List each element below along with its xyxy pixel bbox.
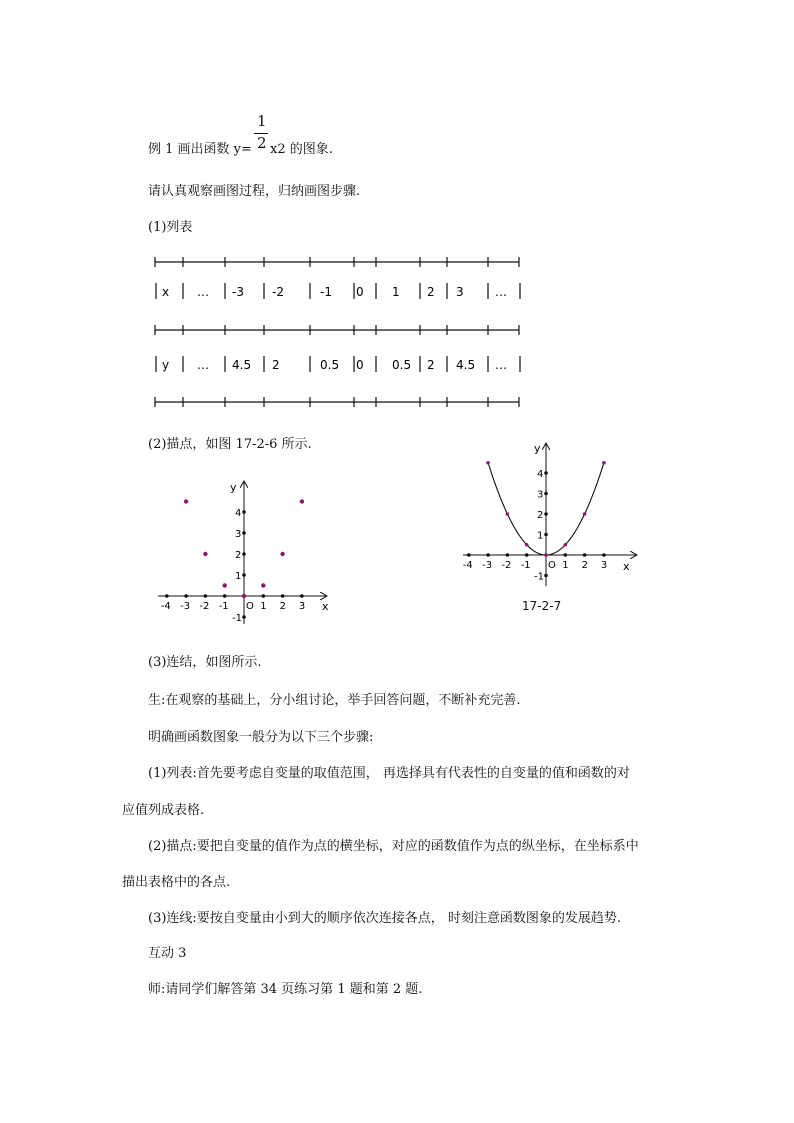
table-cell: -2 — [272, 285, 284, 299]
x-tick-label: -2 — [501, 560, 512, 571]
table-cell: -1 — [320, 285, 332, 299]
x-tick-mark — [506, 553, 510, 557]
table-cell: 0 — [356, 285, 364, 299]
x-tick-label: -3 — [180, 601, 191, 612]
table-cell: … — [495, 285, 507, 299]
y-axis-label: y — [534, 442, 541, 455]
student-text: 生:在观察的基础上，分小组讨论，举手回答问题，不断补充完善. — [148, 693, 521, 708]
y-tick-mark — [242, 573, 246, 577]
x-tick-mark — [525, 553, 529, 557]
x-axis-label: x — [623, 560, 630, 573]
y-tick-mark — [544, 533, 548, 537]
y-tick-mark — [544, 471, 548, 475]
data-point — [583, 512, 587, 516]
y-tick-label: 1 — [537, 530, 544, 542]
step2-title: (2)描点，如图 17-2-6 所示. — [148, 437, 312, 452]
x-tick-label: 3 — [298, 601, 306, 612]
paragraph-1a: (1)列表:首先要考虑自变量的取值范围， 再选择具有代表性的自变量的值和函数的对 — [148, 766, 630, 781]
paragraph-2b: 描出表格中的各点. — [122, 875, 231, 890]
data-point — [544, 553, 548, 557]
x-tick-label: -4 — [160, 601, 171, 612]
table-cell: 0.5 — [320, 358, 340, 372]
x-tick-mark — [204, 594, 208, 598]
y-tick-label: 2 — [235, 550, 242, 561]
paragraph-1b: 应值列成表格. — [122, 803, 205, 818]
x-tick-mark — [262, 594, 266, 598]
x-tick-label: 1 — [562, 560, 569, 571]
table-cell: -3 — [232, 285, 244, 299]
table-cell: 2 — [427, 358, 435, 372]
y-axis-label: y — [230, 481, 237, 494]
y-tick-mark — [242, 552, 246, 556]
y-tick-label: -1 — [232, 613, 242, 624]
interaction-heading: 互动 3 — [148, 946, 187, 961]
instruction-text: 请认真观察画图过程，归纳画图步骤. — [148, 184, 361, 199]
fraction-numerator: 1 — [257, 112, 267, 130]
paragraph-3: (3)连线:要按自变量由小到大的顺序依次连接各点， 时刻注意函数图象的发展趋势. — [148, 911, 622, 926]
y-tick-mark — [544, 512, 548, 516]
y-tick-label: 1 — [235, 571, 242, 582]
table-row-label: y — [162, 358, 170, 372]
y-tick-label: 2 — [537, 510, 544, 521]
data-point — [280, 552, 284, 556]
x-tick-mark — [486, 553, 490, 557]
table-cell: 3 — [456, 285, 464, 299]
table-cell: 2 — [272, 358, 280, 372]
table-cell: 2 — [427, 285, 435, 299]
x-tick-label: -1 — [520, 560, 531, 571]
x-tick-label: 3 — [600, 560, 608, 571]
x-tick-label: -2 — [199, 601, 210, 612]
x-tick-mark — [583, 553, 587, 557]
table-cell: 4.5 — [456, 358, 476, 372]
data-point — [300, 499, 304, 503]
table-cell: … — [495, 358, 507, 372]
data-point — [525, 543, 529, 547]
data-point — [242, 594, 246, 598]
x-tick-mark — [467, 553, 471, 557]
x-tick-label: 2 — [279, 601, 286, 612]
x-tick-label: -4 — [462, 560, 473, 571]
y-tick-mark — [242, 531, 246, 535]
y-tick-mark — [544, 574, 548, 578]
data-point — [602, 461, 606, 465]
y-tick-mark — [544, 492, 548, 496]
x-tick-label: O — [548, 560, 556, 571]
x-tick-mark — [165, 594, 169, 598]
x-tick-label: 1 — [260, 601, 267, 612]
table-row-label: x — [162, 285, 170, 299]
y-tick-label: 3 — [537, 489, 544, 501]
value-table — [150, 252, 526, 412]
data-point — [184, 499, 188, 503]
x-tick-label: -1 — [218, 601, 229, 612]
x-tick-label: -3 — [482, 560, 493, 571]
data-point — [564, 543, 568, 547]
x-tick-mark — [184, 594, 188, 598]
parabola-plot — [458, 440, 648, 590]
table-cell: 0 — [356, 358, 364, 372]
table-cell: 4.5 — [232, 358, 252, 372]
teacher-text: 师:请同学们解答第 34 页练习第 1 题和第 2 题. — [148, 982, 423, 997]
example-suffix: x2 的图象. — [270, 142, 333, 157]
y-tick-mark — [242, 510, 246, 514]
table-cell: 0.5 — [392, 358, 412, 372]
x-tick-mark — [223, 594, 227, 598]
data-point — [486, 461, 490, 465]
x-tick-mark — [300, 594, 304, 598]
y-tick-mark — [242, 615, 246, 619]
y-tick-label: 4 — [537, 469, 544, 480]
summary-text: 明确画函数图象一般分为以下三个步骤: — [148, 730, 374, 745]
x-tick-mark — [602, 553, 606, 557]
table-cell: … — [197, 285, 209, 299]
data-point — [506, 512, 510, 516]
x-tick-mark — [564, 553, 568, 557]
step3-title: (3)连结，如图所示. — [148, 655, 262, 670]
scatter-plot-points — [150, 478, 340, 628]
data-point — [203, 552, 207, 556]
x-tick-label: O — [246, 601, 254, 612]
y-tick-label: 3 — [235, 529, 242, 540]
step1-title: (1)列表 — [148, 220, 193, 235]
fraction-denominator: 2 — [257, 134, 267, 152]
figure-caption: 17-2-7 — [522, 599, 562, 613]
data-point — [223, 583, 227, 587]
paragraph-2a: (2)描点:要把自变量的值作为点的横坐标，对应的函数值作为点的纵坐标，在坐标系中 — [148, 839, 639, 854]
y-tick-label: -1 — [534, 571, 544, 583]
x-axis-label: x — [322, 600, 329, 613]
table-cell: … — [197, 358, 209, 372]
table-cell: 1 — [392, 285, 400, 299]
x-tick-label: 2 — [581, 560, 588, 571]
data-point — [261, 583, 265, 587]
y-tick-label: 4 — [235, 508, 242, 519]
x-tick-mark — [281, 594, 285, 598]
example-prefix: 例 1 画出函数 y= — [148, 142, 252, 157]
